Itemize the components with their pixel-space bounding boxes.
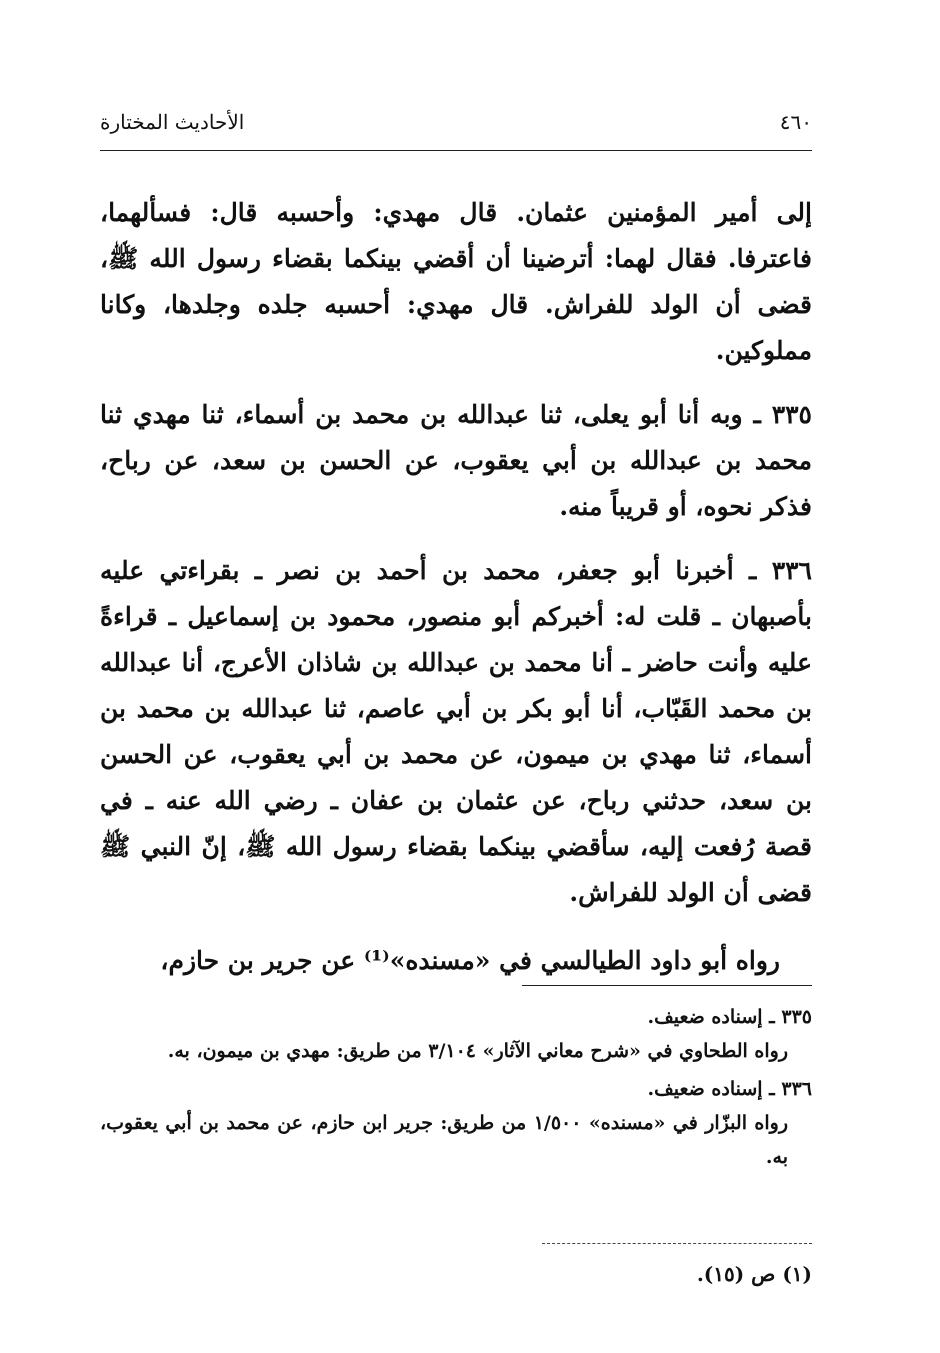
main-text xyxy=(100,190,812,1002)
page-header xyxy=(100,110,812,144)
note-335-head: ٣٣٥ ـ إسناده ضعيف. xyxy=(647,1006,812,1028)
header-rule xyxy=(100,150,812,151)
hadith-335: ٣٣٥ ـ وبه أنا أبو يعلى، ثنا عبدالله بن محمد بن أسماء، ثنا مهدي ثنا محمد بن عبدالله بن أبي يعقوب، عن الحسن بن سعد، عن رباح، فذكر نحوه، أو قريباً منه. xyxy=(100,400,812,521)
paragraph-continuation: إلى أمير المؤمنين عثمان. قال مهدي: وأحسبه قال: فسألهما، فاعترفا. فقال لهما: أترضينا أن أقضي بينكما بقضاء رسول الله ﷺ، قضى أن الولد للفراش. قال مهدي: أحسبه جلده وجلدها، وكانا مملوكين. xyxy=(100,198,812,365)
note-335-body: رواه الطحاوي في «شرح معاني الآثار» ٣/١٠٤ من طريق: مهدي بن ميمون، به. xyxy=(167,1040,788,1062)
takhrij-notes xyxy=(100,1000,812,1178)
footnote-1: (١) ص (١٥). xyxy=(696,1262,812,1286)
narration-note: رواه أبو داود الطيالسي في «مسنده»⁽¹⁾ عن جرير بن حازم، xyxy=(160,946,780,975)
running-title: الأحاديث المختارة xyxy=(100,110,245,134)
note-336-body: رواه البزّار في «مسنده» ١/٥٠٠ من طريق: جرير ابن حازم، عن محمد بن أبي يعقوب، به. xyxy=(100,1112,788,1168)
note-336-head: ٣٣٦ ـ إسناده ضعيف. xyxy=(647,1078,812,1100)
hadith-336: ٣٣٦ ـ أخبرنا أبو جعفر، محمد بن أحمد بن نصر ـ بقراءتي عليه بأصبهان ـ قلت له: أخبركم أبو منصور، محمود بن إسماعيل ـ قراءةً عليه وأنت حاضر ـ أنا محمد بن عبدالله بن شاذان الأعرج، أنا عبدالله بن محمد القَبّاب، أنا أبو بكر بن أبي عاصم، ثنا عبدالله بن محمد بن أسماء، ثنا مهدي بن ميمون، عن محمد بن أبي يعقوب، عن الحسن بن سعد، حدثني رباح، عن عثمان بن عفان ـ رضي الله عنه ـ في قصة رُفعت إليه، سأقضي بينكما بقضاء رسول الله ﷺ، إنّ النبي ﷺ قضى أن الولد للفراش. xyxy=(100,556,812,907)
page-number: ٤٦٠ xyxy=(779,110,812,134)
notes-separator xyxy=(522,985,812,986)
footnote-separator xyxy=(542,1243,812,1244)
